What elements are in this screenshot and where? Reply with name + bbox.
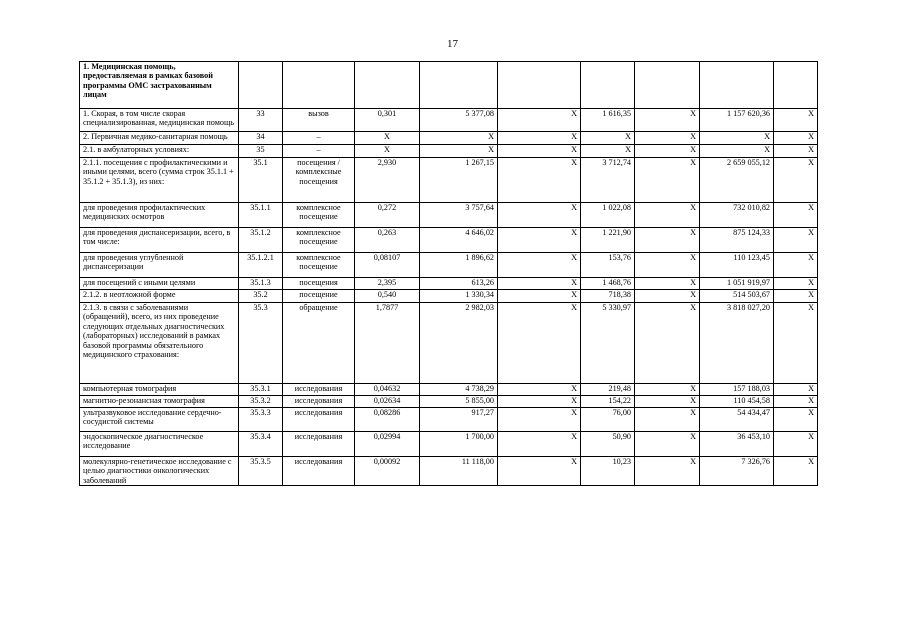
table-cell: 36 453,10	[700, 432, 774, 457]
table-cell: 219,48	[581, 384, 635, 396]
table-row	[80, 145, 818, 158]
table-cell	[420, 62, 498, 109]
table-cell: X	[498, 290, 581, 303]
table-cell: для посещений с иными целями	[80, 278, 239, 290]
table-cell: X	[774, 278, 818, 290]
table-cell: X	[635, 132, 700, 145]
table-row	[80, 396, 818, 408]
table-cell: X	[581, 145, 635, 158]
table-cell: X	[774, 132, 818, 145]
table-cell: 0,04632	[355, 384, 420, 396]
table-cell: X	[581, 132, 635, 145]
table-cell: X	[774, 408, 818, 432]
table-cell: X	[498, 278, 581, 290]
table-cell: X	[498, 432, 581, 457]
table-cell: 0,08107	[355, 253, 420, 278]
table-cell: 10,23	[581, 457, 635, 486]
table-cell: 1 267,15	[420, 158, 498, 203]
table-row	[80, 408, 818, 432]
table-cell: 875 124,33	[700, 228, 774, 253]
table-cell: X	[498, 158, 581, 203]
table-cell: X	[498, 396, 581, 408]
table-cell: X	[635, 253, 700, 278]
table-cell: 35.1.2.1	[239, 253, 283, 278]
table-cell: 0,540	[355, 290, 420, 303]
table-cell: 110 454,58	[700, 396, 774, 408]
table-row	[80, 203, 818, 228]
table-cell: X	[498, 303, 581, 384]
table-cell: 2.1.1. посещения с профилактическими и иными целями, всего (сумма строк 35.1.1 + 35.1.2 + 35.1.3), из них:	[80, 158, 239, 203]
table-cell: посещения / комплексные посещения	[283, 158, 355, 203]
table-cell: для проведения углубленной диспансеризации	[80, 253, 239, 278]
table-cell: 2 982,03	[420, 303, 498, 384]
table-cell: молекулярно-генетическое исследование с целью диагностики онкологических заболеваний	[80, 457, 239, 486]
table-cell: 0,263	[355, 228, 420, 253]
table-cell: 35.3.4	[239, 432, 283, 457]
table-cell: X	[635, 384, 700, 396]
table-cell: X	[774, 457, 818, 486]
table-row	[80, 132, 818, 145]
table-cell: 153,76	[581, 253, 635, 278]
table-cell: 3 757,64	[420, 203, 498, 228]
table-cell: 35.3.5	[239, 457, 283, 486]
table-cell: X	[774, 228, 818, 253]
table-cell: X	[420, 132, 498, 145]
table-cell: посещение	[283, 290, 355, 303]
section-header-row	[80, 62, 818, 109]
table-cell: X	[635, 396, 700, 408]
table-cell: X	[774, 290, 818, 303]
table-cell: X	[498, 109, 581, 132]
table-cell: 1. Скорая, в том числе скорая специализированная, медицинская помощь	[80, 109, 239, 132]
table-cell: 35.1.3	[239, 278, 283, 290]
table-cell: 1 330,34	[420, 290, 498, 303]
table-cell: 35.3.2	[239, 396, 283, 408]
table-cell: X	[635, 228, 700, 253]
table-cell: 4 738,29	[420, 384, 498, 396]
table-cell	[635, 62, 700, 109]
table-cell: X	[774, 303, 818, 384]
table-cell: –	[283, 132, 355, 145]
table-cell: 1 221,90	[581, 228, 635, 253]
table-cell: 1 022,08	[581, 203, 635, 228]
table-row	[80, 384, 818, 396]
table-cell: компьютерная томография	[80, 384, 239, 396]
table-cell: 33	[239, 109, 283, 132]
table-cell: для проведения диспансеризации, всего, в том числе:	[80, 228, 239, 253]
table-cell: 0,02994	[355, 432, 420, 457]
table-cell	[774, 62, 818, 109]
table-cell: X	[635, 109, 700, 132]
table-cell: X	[774, 396, 818, 408]
table-cell: X	[635, 203, 700, 228]
table-cell: 2,395	[355, 278, 420, 290]
table-cell: 34	[239, 132, 283, 145]
table-cell: 35.1	[239, 158, 283, 203]
table-cell: 50,90	[581, 432, 635, 457]
table-cell: 917,27	[420, 408, 498, 432]
table-cell: обращение	[283, 303, 355, 384]
table-cell: X	[774, 203, 818, 228]
table-cell: X	[635, 408, 700, 432]
table-cell: X	[498, 228, 581, 253]
table-cell: 2.1.3. в связи с заболеваниями (обращений), всего, из них проведение следующих отдельных диагностических (лабораторных) исследований в рамках базовой программы обязательного медицинского страхования:	[80, 303, 239, 384]
table-cell: X	[498, 145, 581, 158]
table-cell: 1,7877	[355, 303, 420, 384]
table-cell: 3 712,74	[581, 158, 635, 203]
table-cell: X	[498, 253, 581, 278]
table-cell: 35.2	[239, 290, 283, 303]
table-row	[80, 253, 818, 278]
table-cell: 1. Медицинская помощь, предоставляемая в рамках базовой программы ОМС застрахованным лицам	[80, 62, 239, 109]
table-cell: X	[635, 290, 700, 303]
table-cell: 0,08286	[355, 408, 420, 432]
table-cell: 0,00092	[355, 457, 420, 486]
financing-table	[79, 61, 818, 486]
table-cell: X	[635, 432, 700, 457]
table-cell	[498, 62, 581, 109]
table-cell: 2 659 055,12	[700, 158, 774, 203]
table-cell	[239, 62, 283, 109]
table-cell	[355, 62, 420, 109]
table-row	[80, 432, 818, 457]
table-cell: 7 326,76	[700, 457, 774, 486]
table-row	[80, 290, 818, 303]
table-cell: комплексное посещение	[283, 228, 355, 253]
table-cell: X	[420, 145, 498, 158]
table-row	[80, 109, 818, 132]
table-cell: 514 503,67	[700, 290, 774, 303]
table-row	[80, 457, 818, 486]
table-cell: 11 118,00	[420, 457, 498, 486]
table-cell: 5 377,08	[420, 109, 498, 132]
table-cell: 2.1. в амбулаторных условиях:	[80, 145, 239, 158]
table-cell: 35.3	[239, 303, 283, 384]
table-cell: X	[355, 132, 420, 145]
table-cell: X	[774, 109, 818, 132]
table-cell: 0,02634	[355, 396, 420, 408]
table-cell: исследования	[283, 384, 355, 396]
table-cell: X	[355, 145, 420, 158]
table-cell: 3 818 027,20	[700, 303, 774, 384]
table-cell: 0,301	[355, 109, 420, 132]
table-cell: X	[774, 145, 818, 158]
table-cell: исследования	[283, 432, 355, 457]
table-cell: X	[498, 457, 581, 486]
table-cell: 35.3.1	[239, 384, 283, 396]
table-cell: X	[700, 145, 774, 158]
table-cell: 0,272	[355, 203, 420, 228]
table-cell: магнитно-резонансная томография	[80, 396, 239, 408]
table-cell: 35.1.1	[239, 203, 283, 228]
table-cell: 1 468,76	[581, 278, 635, 290]
table-cell: для проведения профилактических медицинских осмотров	[80, 203, 239, 228]
table-cell	[700, 62, 774, 109]
table-cell: X	[498, 384, 581, 396]
table-cell: исследования	[283, 408, 355, 432]
table-cell: 54 434,47	[700, 408, 774, 432]
table-cell: 1 616,35	[581, 109, 635, 132]
table-cell: 718,38	[581, 290, 635, 303]
table-cell: X	[774, 253, 818, 278]
table-cell: X	[774, 158, 818, 203]
table-cell: эндоскопическое диагностическое исследование	[80, 432, 239, 457]
table-cell: 5 855,00	[420, 396, 498, 408]
table-cell: X	[498, 408, 581, 432]
table-cell: X	[774, 432, 818, 457]
table-cell: 2,930	[355, 158, 420, 203]
table-cell: посещения	[283, 278, 355, 290]
table-row	[80, 158, 818, 203]
table-cell: X	[635, 158, 700, 203]
table-cell: комплексное посещение	[283, 203, 355, 228]
table-cell: 1 896,62	[420, 253, 498, 278]
table-cell: 1 700,00	[420, 432, 498, 457]
table-cell: 76,00	[581, 408, 635, 432]
table-cell: 2.1.2. в неотложной форме	[80, 290, 239, 303]
table-row	[80, 303, 818, 384]
table-cell: X	[635, 278, 700, 290]
table-cell: ультразвуковое исследование сердечно-сосудистой системы	[80, 408, 239, 432]
table-cell: 5 330,97	[581, 303, 635, 384]
table-cell: 35.3.3	[239, 408, 283, 432]
table-cell: 4 646,02	[420, 228, 498, 253]
table-cell	[283, 62, 355, 109]
table-cell: X	[498, 203, 581, 228]
table-cell: 157 188,03	[700, 384, 774, 396]
table-cell	[581, 62, 635, 109]
table-cell: исследования	[283, 457, 355, 486]
table-cell: –	[283, 145, 355, 158]
table-cell: 613,26	[420, 278, 498, 290]
table-cell: X	[635, 303, 700, 384]
table-cell: X	[700, 132, 774, 145]
table-cell: 2. Первичная медико-санитарная помощь	[80, 132, 239, 145]
table-cell: X	[774, 384, 818, 396]
table-cell: исследования	[283, 396, 355, 408]
table-cell: 35	[239, 145, 283, 158]
table-cell: 154,22	[581, 396, 635, 408]
table-row	[80, 278, 818, 290]
table-cell: X	[635, 457, 700, 486]
table-row	[80, 228, 818, 253]
table-cell: 1 157 620,36	[700, 109, 774, 132]
table-cell: X	[498, 132, 581, 145]
table-cell: комплексное посещение	[283, 253, 355, 278]
table-cell: 732 010,82	[700, 203, 774, 228]
table-cell: 1 051 919,97	[700, 278, 774, 290]
table-cell: вызов	[283, 109, 355, 132]
table-cell: X	[635, 145, 700, 158]
page-number: 17	[447, 38, 458, 50]
table-cell: 35.1.2	[239, 228, 283, 253]
table-cell: 110 123,45	[700, 253, 774, 278]
